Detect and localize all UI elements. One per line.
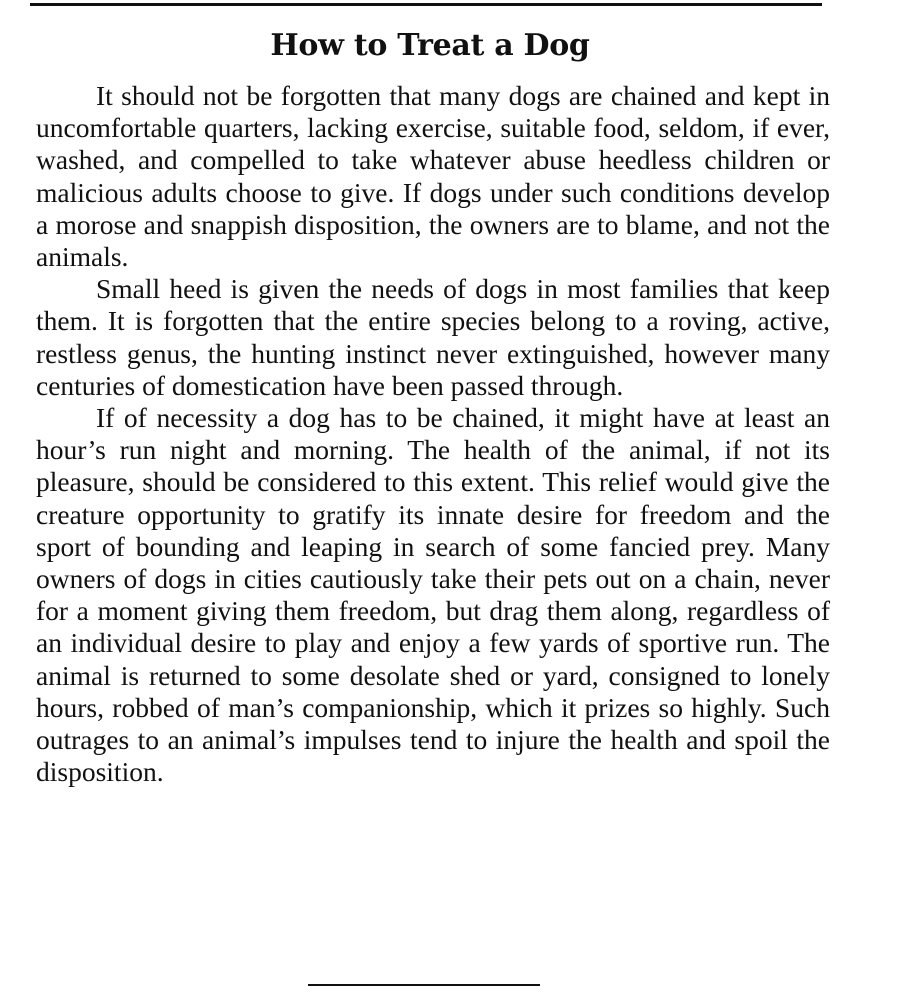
paragraph-1: It should not be forgotten that many dogs are chained and kept in uncomfortable quarters, lacking exercise, suitable food, seldom, if ever, washed, and compelled to take whatever abuse heedless children or malicious adults choose to give. If dogs under such conditions develop a morose and snappish disposition, the owners are to blame, and not the animals. [36, 80, 830, 273]
top-rule [30, 3, 822, 6]
paragraph-2: Small heed is given the needs of dogs in most families that keep them. It is forgotten that the entire species belong to a roving, active, restless genus, the hunting instinct never extinguished, however many centuries of domestication have been passed through. [36, 273, 830, 401]
article-body [36, 80, 830, 788]
bottom-rule [308, 984, 540, 986]
article-title: How to Treat a Dog [270, 28, 590, 63]
paragraph-3: If of necessity a dog has to be chained, it might have at least an hour’s run night and morning. The health of the animal, if not its pleasure, should be considered to this extent. This relief would give the creature opportunity to gratify its innate desire for freedom and the sport of bounding and leaping in search of some fancied prey. Many owners of dogs in cities cautiously take their pets out on a chain, never for a moment giving them freedom, but drag them along, regardless of an individual desire to play and enjoy a few yards of sportive run. The animal is returned to some desolate shed or yard, consigned to lonely hours, robbed of man’s companionship, which it prizes so highly. Such outrages to an animal’s impulses tend to injure the health and spoil the disposition. [36, 402, 830, 788]
